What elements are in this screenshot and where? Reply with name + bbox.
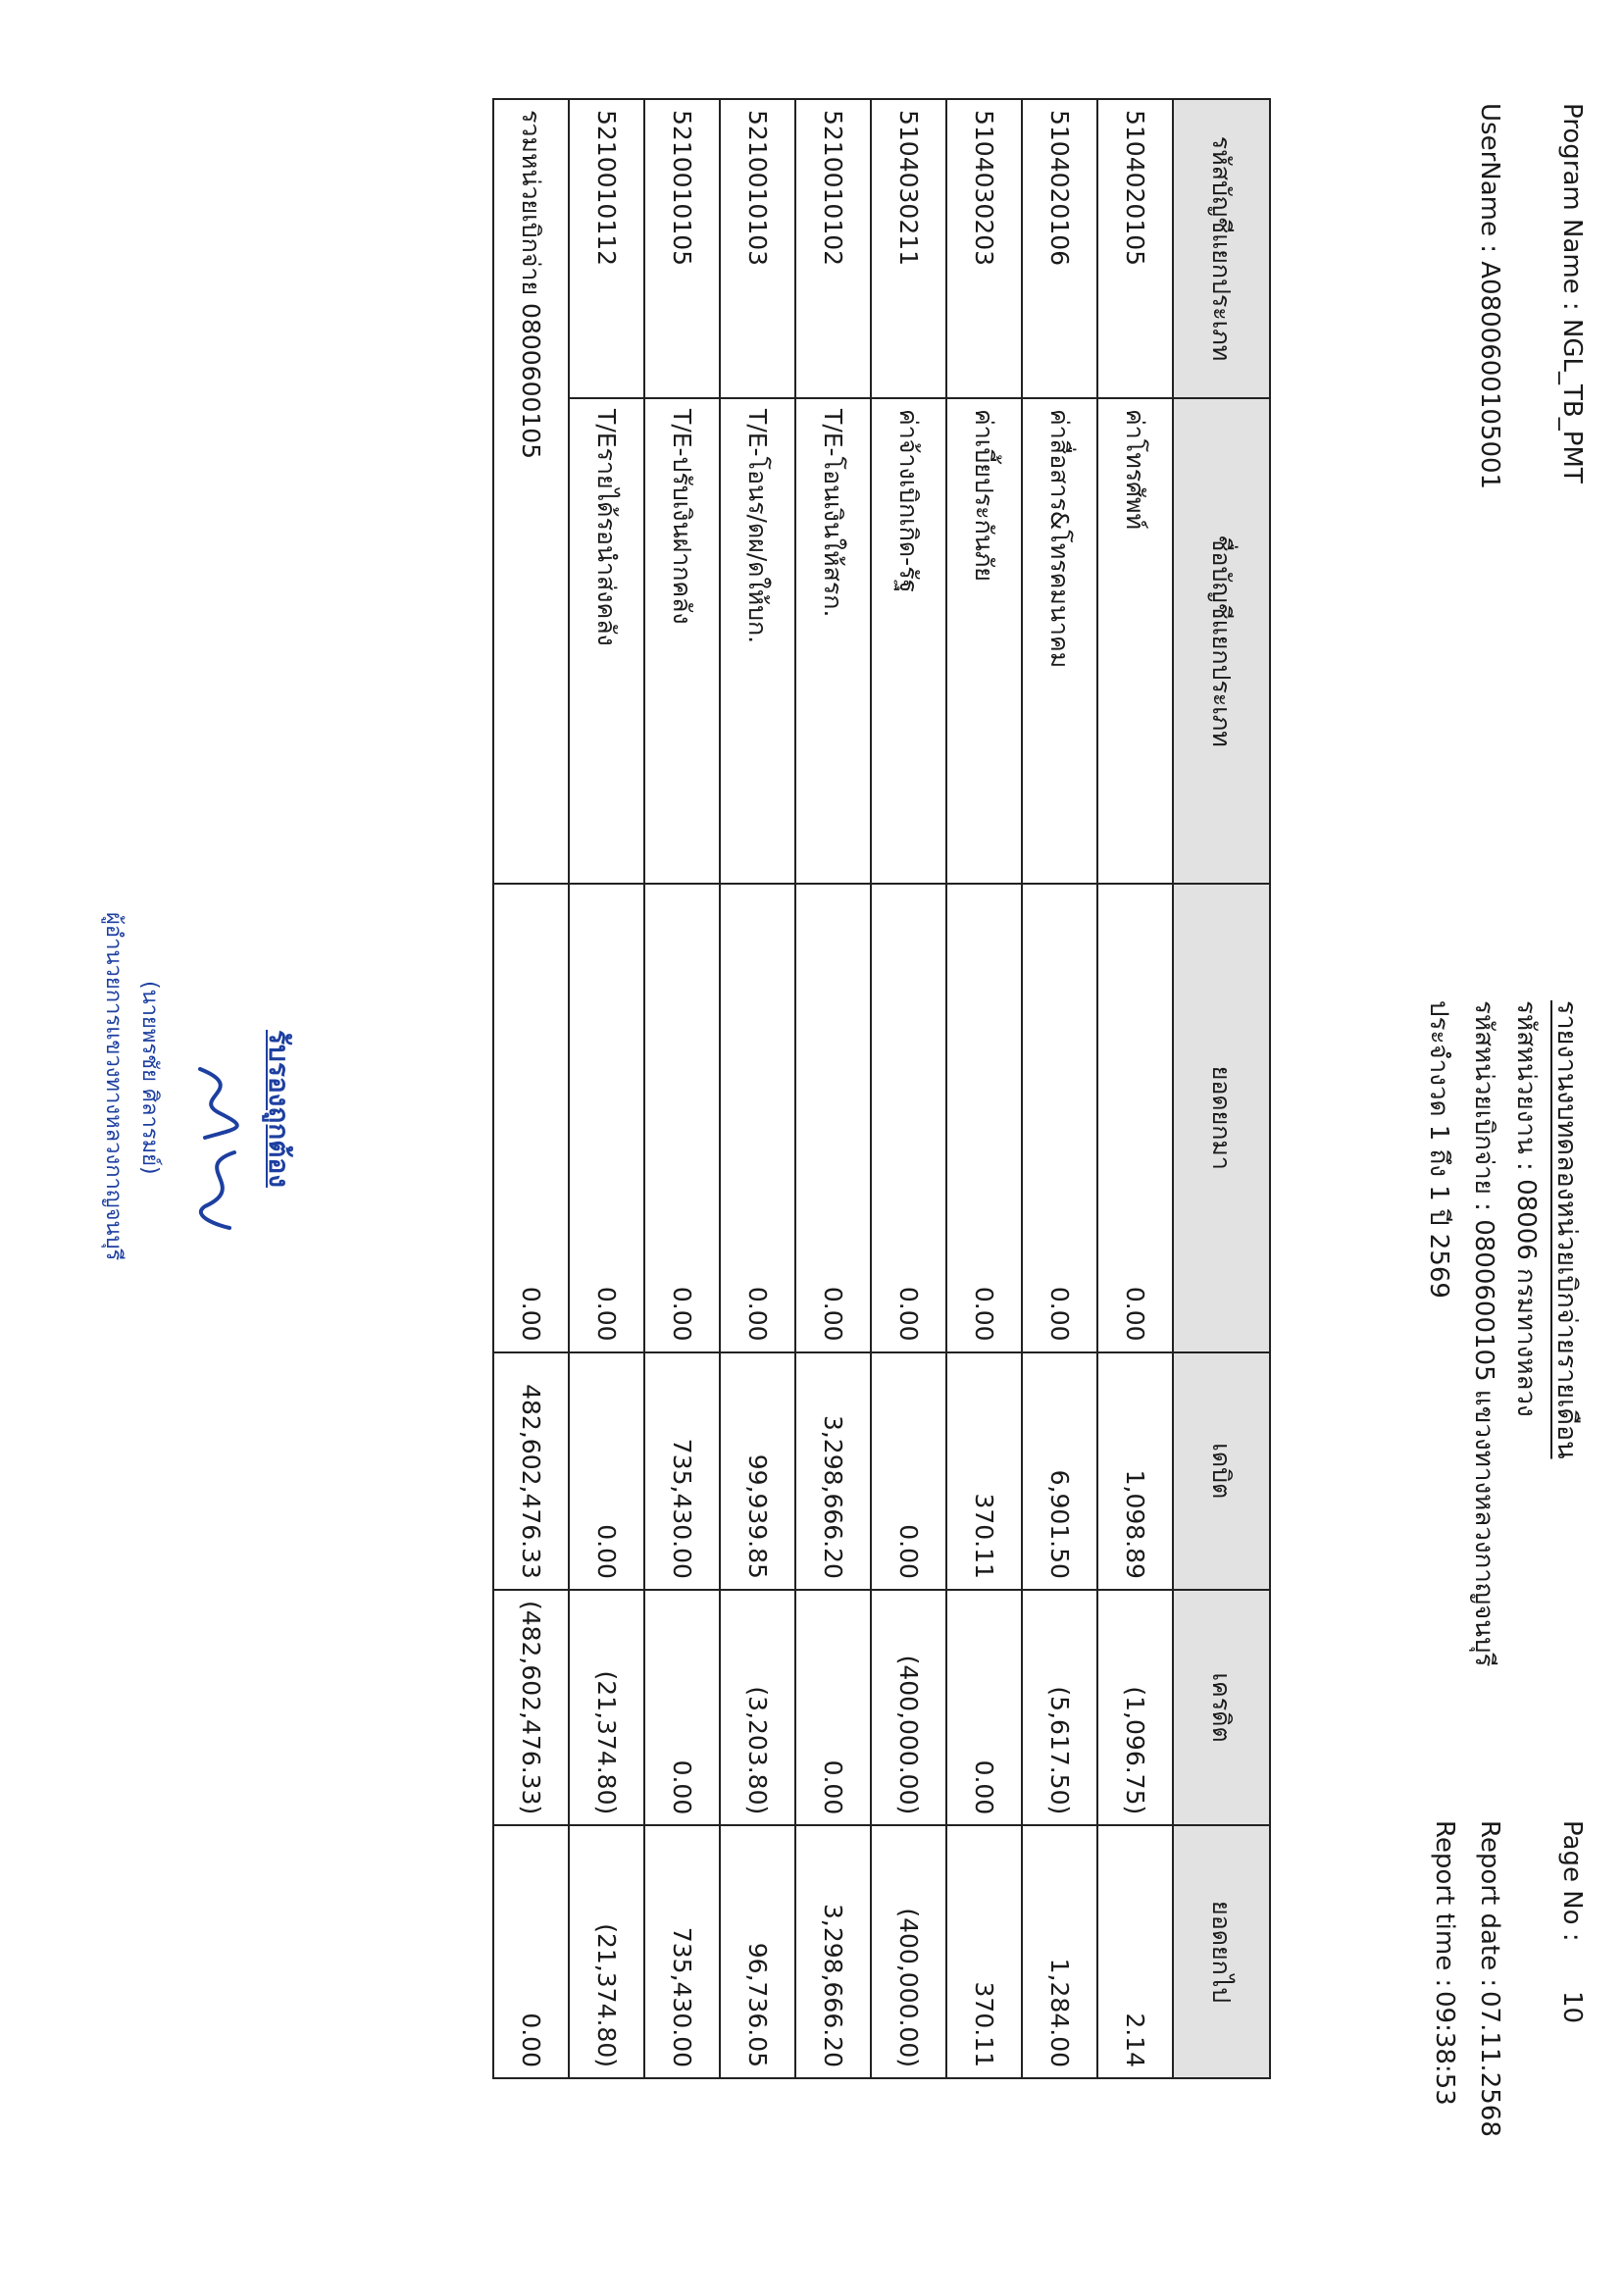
- total-label: รวมหน่วยเบิกจ่าย 0800600105: [493, 99, 569, 884]
- carried-forward: 3,298,666.20: [795, 1825, 871, 2078]
- account-name: T/E-โอนเงินให้สรก.: [795, 398, 871, 884]
- table-row: [720, 99, 795, 2078]
- certified-stamp: รับรองถูกต้อง: [263, 1030, 295, 1188]
- carried-forward: 370.11: [946, 1825, 1022, 2078]
- page-no-label: Page No :: [1557, 1820, 1587, 1942]
- account-code: 5104020106: [1022, 99, 1097, 398]
- program-name: Program Name : NGL_TB_PMT: [1557, 103, 1587, 484]
- brought-forward: 0.00: [795, 884, 871, 1351]
- brought-forward: 0.00: [644, 884, 720, 1351]
- report-time-value: 09:38:53: [1430, 1991, 1459, 2106]
- carried-forward: 1,284.00: [1022, 1825, 1097, 2078]
- table-row: [1097, 99, 1173, 2078]
- brought-forward: 0.00: [569, 884, 644, 1351]
- table-row: [644, 99, 720, 2078]
- carried-forward: (400,000.00): [871, 1825, 946, 2078]
- col-brought-forward: ยอดยกมา: [1173, 884, 1270, 1351]
- debit: 0.00: [871, 1352, 946, 1590]
- credit: (5,617.50): [1022, 1590, 1097, 1825]
- account-name: ค่าเบี้ยประกันภัย: [946, 398, 1022, 884]
- agency-code: รหัสหน่วยงาน : 08006 กรมทางหลวง: [1511, 1000, 1541, 1417]
- col-credit: เครดิต: [1173, 1590, 1270, 1825]
- credit: 0.00: [795, 1590, 871, 1825]
- col-debit: เดบิต: [1173, 1352, 1270, 1590]
- credit: (400,000.00): [871, 1590, 946, 1825]
- table-row: [871, 99, 946, 2078]
- page-no-value: 10: [1557, 1991, 1587, 2024]
- account-code: 5104020105: [1097, 99, 1173, 398]
- debit: 1,098.89: [1097, 1352, 1173, 1590]
- signature-mark: [171, 1059, 259, 1236]
- table-row: [569, 99, 644, 2078]
- trial-balance-table: [492, 98, 1271, 2079]
- credit: (21,374.80): [569, 1590, 644, 1825]
- account-name: T/Eรายได้รอนำส่งคลัง: [569, 398, 644, 884]
- carried-forward: 2.14: [1097, 1825, 1173, 2078]
- account-name: ค่าโทรศัพท์: [1097, 398, 1173, 884]
- report-date-value: 07.11.2568: [1475, 1991, 1504, 2137]
- account-name: ค่าจ้างเบิกเกิด-รัฐ: [871, 398, 946, 884]
- brought-forward: 0.00: [720, 884, 795, 1351]
- disbursement-unit: รหัสหน่วยเบิกจ่าย : 0800600105 แขวงทางหลวงกาญจนบุรี: [1469, 1000, 1498, 1667]
- user-name: UserName : A0800600105001: [1475, 103, 1504, 490]
- account-name: ค่าสื่อสาร&โทรคมนาคม: [1022, 398, 1097, 884]
- debit: 99,939.85: [720, 1352, 795, 1590]
- table-header-row: [1173, 99, 1270, 2078]
- account-code: 5210010103: [720, 99, 795, 398]
- credit: (3,203.80): [720, 1590, 795, 1825]
- brought-forward: 0.00: [1097, 884, 1173, 1351]
- debit: 3,298,666.20: [795, 1352, 871, 1590]
- table-row: [946, 99, 1022, 2078]
- brought-forward: 0.00: [871, 884, 946, 1351]
- debit: 0.00: [569, 1352, 644, 1590]
- signer-name: (นายพรชัย ศิลารมย์): [137, 981, 162, 1175]
- total-brought-forward: 0.00: [493, 884, 569, 1351]
- debit: 370.11: [946, 1352, 1022, 1590]
- carried-forward: (21,374.80): [569, 1825, 644, 2078]
- account-code: 5104030203: [946, 99, 1022, 398]
- account-code: 5210010102: [795, 99, 871, 398]
- report-period: ประจำงวด 1 ถึง 1 ปี 2569: [1424, 1000, 1453, 1299]
- table-total-row: [493, 99, 569, 2078]
- col-carried-forward: ยอดยกไป: [1173, 1825, 1270, 2078]
- report-title: รายงานงบทดลองหน่วยเบิกจ่ายรายเดือน: [1551, 1000, 1582, 1459]
- credit: 0.00: [946, 1590, 1022, 1825]
- account-name: T/E-โอนร/ดผ/ดให้บก.: [720, 398, 795, 884]
- total-debit: 482,602,476.33: [493, 1352, 569, 1590]
- brought-forward: 0.00: [946, 884, 1022, 1351]
- account-code: 5210010105: [644, 99, 720, 398]
- total-carried-forward: 0.00: [493, 1825, 569, 2078]
- brought-forward: 0.00: [1022, 884, 1097, 1351]
- report-time-label: Report time :: [1430, 1820, 1459, 1988]
- table-row: [795, 99, 871, 2078]
- account-name: T/E-ปรับเงินฝากคลัง: [644, 398, 720, 884]
- col-account-code: รหัสบัญชีแยกประเภท: [1173, 99, 1270, 398]
- credit: 0.00: [644, 1590, 720, 1825]
- credit: (1,096.75): [1097, 1590, 1173, 1825]
- debit: 735,430.00: [644, 1352, 720, 1590]
- table-row: [1022, 99, 1097, 2078]
- carried-forward: 96,736.05: [720, 1825, 795, 2078]
- account-code: 5104030211: [871, 99, 946, 398]
- carried-forward: 735,430.00: [644, 1825, 720, 2078]
- account-code: 5210010112: [569, 99, 644, 398]
- signer-position: ผู้อำนวยการแขวงทางหลวงกาญจนบุรี: [101, 912, 126, 1261]
- col-account-name: ชื่อบัญชีแยกประเภท: [1173, 398, 1270, 884]
- debit: 6,901.50: [1022, 1352, 1097, 1590]
- report-date-label: Report date :: [1475, 1820, 1504, 1988]
- total-credit: (482,602,476.33): [493, 1590, 569, 1825]
